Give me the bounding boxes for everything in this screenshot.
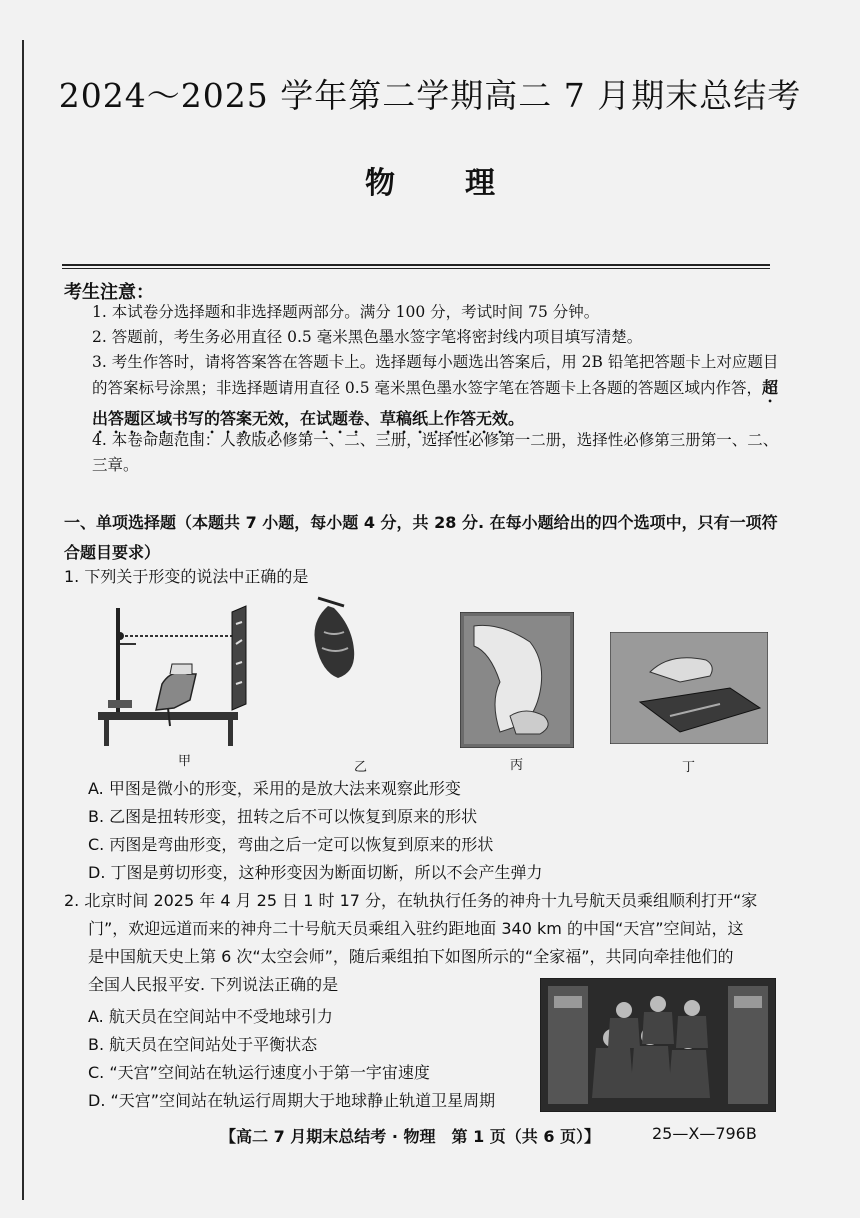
figure-ding-shear-photo — [610, 632, 768, 744]
exam-title: 2024～2025 学年第二学期高二 7 月期末总结考 — [58, 76, 802, 115]
page-footer: 【高二 7 月期末总结考 · 物理 第 1 页（共 6 页）】 — [220, 1127, 601, 1146]
q2-stem-line-2: 门”，欢迎远道而来的神舟二十号航天员乘组入驻约距地面 340 km 的中国“天宫”空间站，这 — [88, 919, 744, 938]
figure-astronaut-family-photo — [540, 978, 776, 1112]
notice-item-3-emphasis: 超出答题区域书写的答案无效，在试题卷、草稿纸上作答无效。 — [92, 378, 779, 428]
q1-option-b: B. 乙图是扭转形变，扭转之后不可以恢复到原来的形状 — [88, 807, 478, 826]
notice-item-2: 2. 答题前，考生务必用直径 0.5 毫米黑色墨水签字笔将密封线内项目填写清楚。 — [92, 328, 643, 346]
figure-jia-mirror — [228, 604, 252, 714]
figure-bing-bend-photo — [460, 612, 574, 748]
notice-heading: 考生注意： — [64, 282, 154, 303]
figure-label-bing: 丙 — [510, 758, 524, 773]
page-binding-edge — [22, 40, 24, 1200]
q1-option-a: A. 甲图是微小的形变，采用的是放大法来观察此形变 — [88, 779, 461, 798]
question-1-stem: 1. 下列关于形变的说法中正确的是 — [64, 567, 309, 586]
q2-stem-line-1: 2. 北京时间 2025 年 4 月 25 日 1 时 17 分，在轨执行任务的神舟十九号航天员乘组顺利打开“家 — [64, 891, 758, 910]
section-heading: 一、单项选择题（本题共 7 小题，每小题 4 分，共 28 分. 在每小题给出的四个选项中，只有一项符合题目要求） — [64, 513, 778, 562]
divider-rule — [62, 264, 770, 266]
q2-option-a: A. 航天员在空间站中不受地球引力 — [88, 1007, 333, 1026]
notice-item-3 — [92, 350, 780, 437]
q2-option-c: C. “天宫”空间站在轨运行速度小于第一宇宙速度 — [88, 1063, 430, 1082]
figure-label-jia: 甲 — [178, 754, 192, 769]
notice-item-4: 4. 本卷命题范围：人教版必修第一、二、三册，选择性必修第一二册，选择性必修第三册第一、二、三章。 — [92, 431, 779, 474]
q1-option-c: C. 丙图是弯曲形变，弯曲之后一定可以恢复到原来的形状 — [88, 835, 494, 854]
notice-item-3-text: 3. 考生作答时，请将答案答在答题卡上。选择题每小题选出答案后，用 2B 铅笔把答题卡上对应题目的答案标号涂黑；非选择题请用直径 0.5 毫米黑色墨水签字笔在答题卡上各题的答题区域内作答， — [92, 353, 779, 397]
q2-option-d: D. “天宫”空间站在轨运行周期大于地球静止轨道卫星周期 — [88, 1091, 496, 1110]
q2-option-b: B. 航天员在空间站处于平衡状态 — [88, 1035, 318, 1054]
subject-title: 物理 — [365, 166, 565, 201]
notice-item-1: 1. 本试卷分选择题和非选择题两部分。满分 100 分，考试时间 75 分钟。 — [92, 303, 600, 321]
figure-jia-apparatus — [92, 604, 242, 746]
figure-label-yi: 乙 — [354, 760, 368, 775]
q2-stem-line-3: 是中国航天史上第 6 次“太空会师”，随后乘组拍下如图所示的“全家福”，共同向牵挂他们的 — [88, 947, 734, 966]
q2-stem-line-4: 全国人民报平安. 下列说法正确的是 — [88, 975, 339, 994]
divider-rule-thin — [62, 268, 770, 269]
q1-option-d: D. 丁图是剪切形变，这种形变因为断面切断，所以不会产生弹力 — [88, 863, 543, 882]
exam-code: 25—X—796B — [652, 1124, 757, 1143]
figure-label-ding: 丁 — [682, 760, 696, 775]
figure-yi-twist — [298, 592, 364, 682]
